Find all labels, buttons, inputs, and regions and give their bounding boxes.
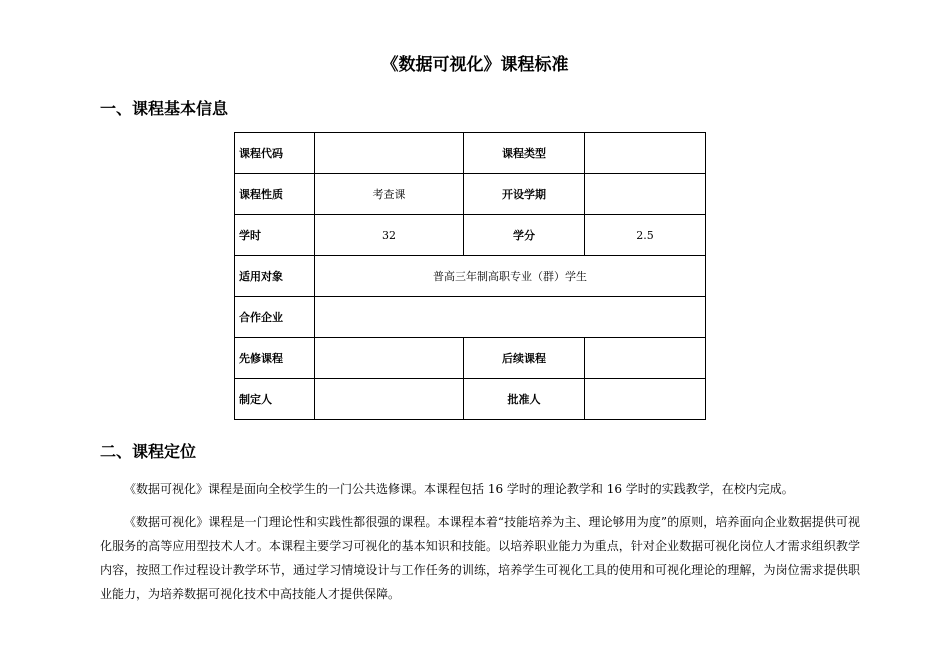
audience-label: 适用对象 — [235, 256, 315, 297]
course-code-value — [315, 133, 464, 174]
table-row — [235, 133, 706, 174]
table-row — [235, 379, 706, 420]
positioning-paragraph-2: 《数据可视化》课程是一门理论性和实践性都很强的课程。本课程本着“技能培养为主、理论够用为度”的原则，培养面向企业数据提供可视化服务的高等应用型技术人才。本课程主要学习可视化的基本知识和技能。以培养职业能力为重点，针对企业数据可视化岗位人才需求组织教学内容，按照工作过程设计教学环节，通过学习情境设计与工作任务的训练，培养学生可视化工具的使用和可视化理论的理解，为岗位需求提供职业能力，为培养数据可视化技术中高技能人才提供保障。 — [100, 515, 860, 601]
semester-label: 开设学期 — [464, 174, 585, 215]
positioning-paragraph-1: 《数据可视化》课程是面向全校学生的一门公共选修课。本课程包括 16 学时的理论教学和 16 学时的实践教学，在校内完成。 — [124, 482, 794, 496]
semester-value — [585, 174, 706, 215]
credit-value: 2.5 — [585, 215, 706, 256]
prereq-value — [315, 338, 464, 379]
table-row — [235, 338, 706, 379]
hours-value: 32 — [315, 215, 464, 256]
approver-label: 批准人 — [464, 379, 585, 420]
followup-value — [585, 338, 706, 379]
course-info-table — [234, 132, 706, 420]
partner-value — [315, 297, 706, 338]
approver-value — [585, 379, 706, 420]
course-type-value — [585, 133, 706, 174]
course-nature-value: 考查课 — [315, 174, 464, 215]
course-nature-label: 课程性质 — [235, 174, 315, 215]
audience-value: 普高三年制高职专业（群）学生 — [315, 256, 706, 297]
prereq-label: 先修课程 — [235, 338, 315, 379]
credit-label: 学分 — [464, 215, 585, 256]
followup-label: 后续课程 — [464, 338, 585, 379]
table-row — [235, 215, 706, 256]
course-code-label: 课程代码 — [235, 133, 315, 174]
section-heading-basic-info: 一、课程基本信息 — [100, 99, 229, 118]
table-row — [235, 174, 706, 215]
table-row — [235, 256, 706, 297]
author-label: 制定人 — [235, 379, 315, 420]
hours-label: 学时 — [235, 215, 315, 256]
partner-label: 合作企业 — [235, 297, 315, 338]
table-row — [235, 297, 706, 338]
author-value — [315, 379, 464, 420]
document-title: 《数据可视化》课程标准 — [381, 55, 569, 75]
section-heading-positioning: 二、课程定位 — [100, 442, 197, 461]
course-type-label: 课程类型 — [464, 133, 585, 174]
